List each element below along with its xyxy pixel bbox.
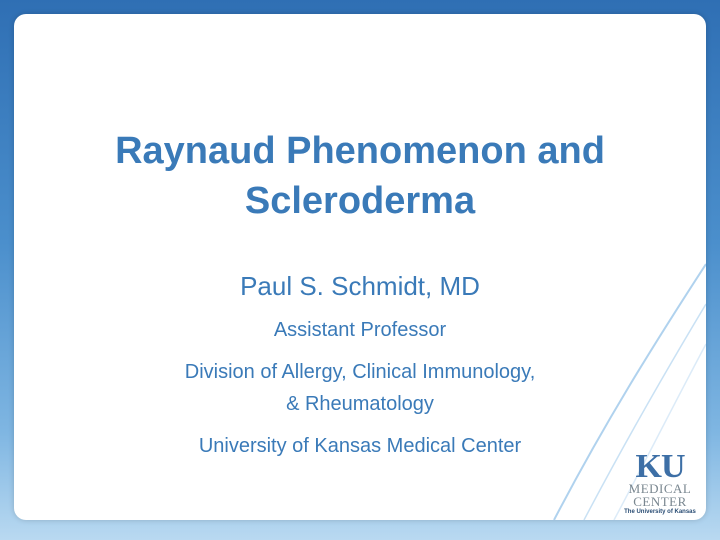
author-name: Paul S. Schmidt, MD [240, 271, 480, 301]
logo-subtitle: The University of Kansas [624, 509, 696, 515]
slide-title [44, 126, 676, 226]
division-line-1: Division of Allergy, Clinical Immunology, [184, 361, 536, 383]
author-position: Assistant Professor [273, 319, 447, 341]
division-line-2: & Rheumatology [286, 393, 434, 415]
title-line-1: Raynaud Phenomenon and [115, 130, 605, 172]
logo-mark: KU [635, 448, 685, 485]
slide-panel [14, 14, 706, 520]
ku-medical-center-logo [620, 448, 700, 518]
institution-name: University of Kansas Medical Center [198, 435, 522, 457]
logo-line-center: CENTER [633, 494, 687, 509]
title-line-2: Scleroderma [244, 180, 476, 222]
logo-line-medical: MEDICAL [628, 481, 692, 496]
